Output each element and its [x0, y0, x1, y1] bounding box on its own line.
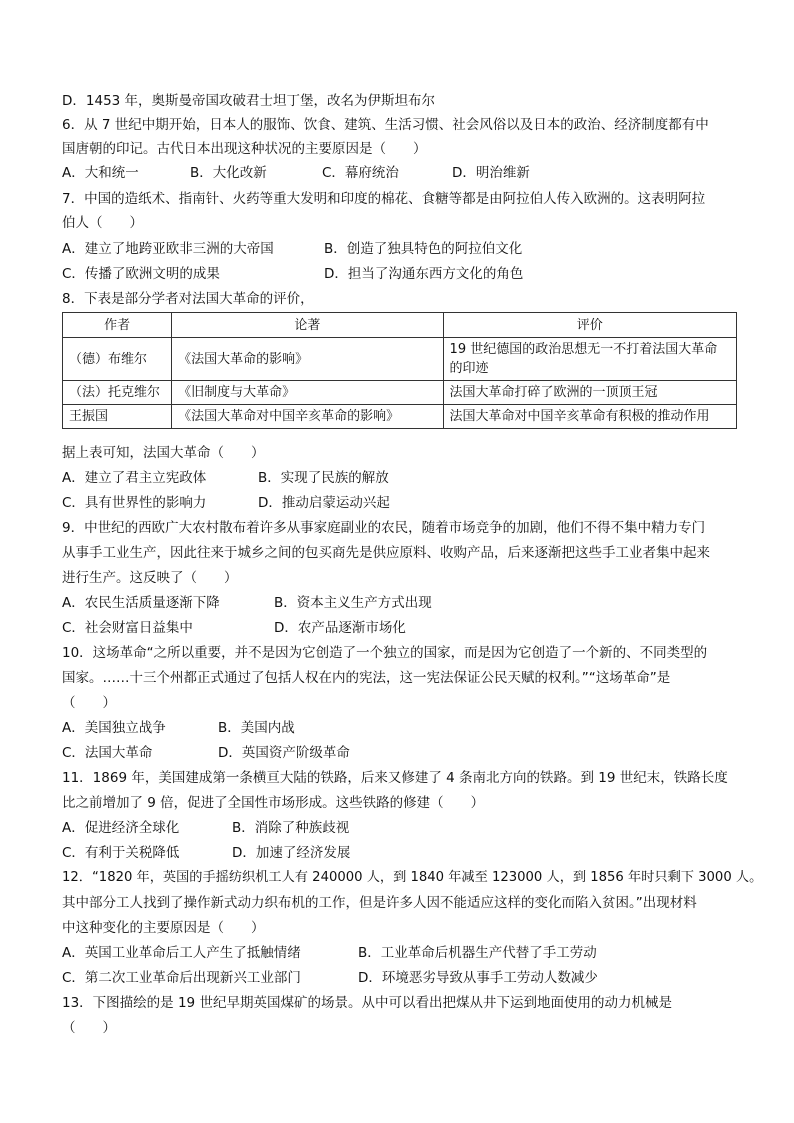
table-cell-author: （德）布维尔 — [63, 338, 172, 381]
q11-option-a: A．促进经济全球化 — [62, 820, 180, 836]
q11-option-c: C．有利于关税降低 — [62, 845, 180, 861]
table-row — [63, 381, 737, 405]
q9-option-a: A．农民生活质量逐渐下降 — [62, 595, 220, 611]
table-row — [63, 405, 737, 429]
q10-option-b: B．美国内战 — [218, 720, 295, 736]
q9-stem-line-2: 从事手工业生产，因此往来于城乡之间的包买商先是供应原料、收购产品，后来逐渐把这些手工业者集中起来 — [62, 545, 710, 561]
table-cell-author: （法）托克维尔 — [63, 381, 172, 405]
q7-stem-line-1: 7．中国的造纸术、指南针、火药等重大发明和印度的棉花、食糖等都是由阿拉伯人传入欧洲的。这表明阿拉 — [62, 191, 706, 207]
q6-option-b: B．大化改新 — [190, 165, 267, 181]
table-cell-work: 《旧制度与大革命》 — [172, 381, 443, 405]
q8-option-a: A．建立了君主立宪政体 — [62, 470, 207, 486]
q12-option-a: A．英国工业革命后工人产生了抵触情绪 — [62, 945, 301, 961]
q6-option-a: A．大和统一 — [62, 165, 139, 181]
q7-option-c: C．传播了欧洲文明的成果 — [62, 266, 220, 282]
q9-stem-line-1: 9．中世纪的西欧广大农村散布着许多从事家庭副业的农民，随着市场竞争的加剧，他们不得不集中精力专门 — [62, 520, 706, 536]
q6-stem-line-1: 6．从 7 世纪中期开始，日本人的服饰、饮食、建筑、生活习惯、社会风俗以及日本的政治、经济制度都有中 — [62, 117, 709, 133]
q11-option-b: B．消除了种族歧视 — [232, 820, 350, 836]
q11-stem-line-1: 11．1869 年，美国建成第一条横亘大陆的铁路，后来又修建了 4 条南北方向的铁路。到 19 世纪末，铁路长度 — [62, 770, 728, 786]
q7-option-b: B．创造了独具特色的阿拉伯文化 — [324, 241, 523, 257]
q6-option-d: D．明治维新 — [452, 165, 530, 181]
header-author: 作者 — [63, 313, 172, 338]
q12-option-d: D．环境恶劣导致从事手工劳动人数减少 — [358, 970, 598, 986]
q9-option-d: D．农产品逐渐市场化 — [274, 620, 406, 636]
header-evaluation: 评价 — [443, 313, 736, 338]
q11-option-d: D．加速了经济发展 — [232, 845, 351, 861]
q12-stem-line-3: 中这种变化的主要原因是（ ） — [62, 920, 265, 936]
table-cell-author: 王振国 — [63, 405, 172, 429]
q10-option-a: A．美国独立战争 — [62, 720, 166, 736]
table-cell-work: 《法国大革命对中国辛亥革命的影响》 — [172, 405, 443, 429]
q8-option-c: C．具有世界性的影响力 — [62, 495, 207, 511]
q8-option-b: B．实现了民族的解放 — [258, 470, 389, 486]
q5-option-d: D．1453 年，奥斯曼帝国攻破君士坦丁堡，改名为伊斯坦布尔 — [62, 93, 436, 109]
q11-stem-line-2: 比之前增加了 9 倍，促进了全国性市场形成。这些铁路的修建（ ） — [62, 795, 485, 811]
q12-option-b: B．工业革命后机器生产代替了手工劳动 — [358, 945, 597, 961]
table-cell-evaluation: 19 世纪德国的政治思想无一不打着法国大革命的印迹 — [443, 338, 736, 381]
header-work: 论著 — [172, 313, 443, 338]
q10-stem-line-1: 10．这场革命“之所以重要，并不是因为它创造了一个独立的国家，而是因为它创造了一个新的、不同类型的 — [62, 645, 708, 661]
table-cell-work: 《法国大革命的影响》 — [172, 338, 443, 381]
table-cell-evaluation: 法国大革命对中国辛亥革命有积极的推动作用 — [443, 405, 736, 429]
q13-stem-line-1: 13．下图描绘的是 19 世纪早期英国煤矿的场景。从中可以看出把煤从井下运到地面使用的动力机械是 — [62, 995, 672, 1011]
table-header-row — [63, 313, 737, 338]
q9-option-c: C．社会财富日益集中 — [62, 620, 193, 636]
q8-option-d: D．推动启蒙运动兴起 — [258, 495, 390, 511]
q10-option-d: D．英国资产阶级革命 — [218, 745, 350, 761]
q10-stem-line-3: （ ） — [62, 695, 116, 711]
q6-stem-line-2: 国唐朝的印记。古代日本出现这种状况的主要原因是（ ） — [62, 141, 427, 157]
q6-option-c: C．幕府统治 — [322, 165, 399, 181]
q12-stem-line-2: 其中部分工人找到了操作新式动力织布机的工作，但是许多人因不能适应这样的变化而陷入贫困。”出现材料 — [62, 895, 697, 911]
q7-stem-line-2: 伯人（ ） — [62, 215, 143, 231]
q10-option-c: C．法国大革命 — [62, 745, 153, 761]
q10-stem-line-2: 国家。……十三个州都正式通过了包括人权在内的宪法，这一宪法保证公民天赋的权利。”“这场革命”是 — [62, 670, 671, 686]
q7-option-a: A．建立了地跨亚欧非三洲的大帝国 — [62, 241, 274, 257]
q12-stem-line-1: 12．“1820 年，英国的手摇纺织机工人有 240000 人，到 1840 年减至 123000 人，到 1856 年时只剩下 3000 人。 — [62, 870, 763, 885]
q9-stem-line-3: 进行生产。这反映了（ ） — [62, 570, 238, 586]
table-cell-evaluation: 法国大革命打碎了欧洲的一顶顶王冠 — [443, 381, 736, 405]
q7-option-d: D．担当了沟通东西方文化的角色 — [324, 266, 524, 282]
table-row — [63, 338, 737, 381]
q8-stem: 8．下表是部分学者对法国大革命的评价， — [62, 291, 314, 307]
q9-option-b: B．资本主义生产方式出现 — [274, 595, 432, 611]
evaluation-table — [62, 312, 737, 429]
q8-followup: 据上表可知，法国大革命（ ） — [62, 445, 265, 461]
q13-stem-line-2: （ ） — [62, 1020, 116, 1036]
q12-option-c: C．第二次工业革命后出现新兴工业部门 — [62, 970, 301, 986]
